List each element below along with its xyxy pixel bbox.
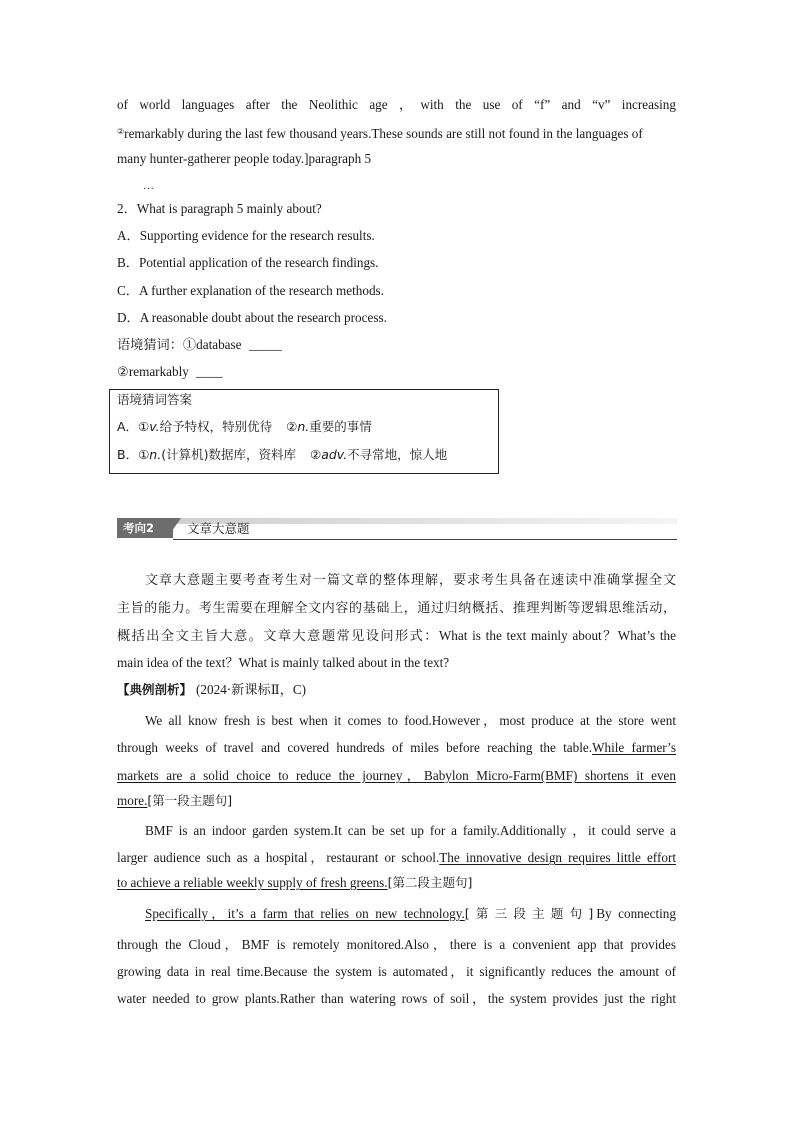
intro-line-1: 文章大意题主要考查考生对一篇文章的整体理解，要求考生具备在速读中准确掌握全文 xyxy=(145,573,676,588)
para1-line-2-plain: through weeks of travel and covered hundreds of miles before reaching the table. xyxy=(117,740,593,755)
guess-label-1: 语境猜词：①database xyxy=(117,337,242,352)
section-title: 文章大意题 xyxy=(187,521,250,536)
answer-a-pos-1: v. xyxy=(149,419,160,434)
para3-tag: [第三段主题句] xyxy=(464,906,597,921)
option-a: A．Supporting evidence for the research results. xyxy=(117,228,375,243)
para2-line-2 xyxy=(117,849,676,867)
answer-a-marker-2: ② xyxy=(286,419,298,434)
para2-line-1: BMF is an indoor garden system.It can be set up for a family.Additionally ，it could serve a xyxy=(145,823,676,838)
guess-label-2: ②remarkably xyxy=(117,364,189,379)
guess-line-1 xyxy=(117,336,282,354)
option-d: D．A reasonable doubt about the research process. xyxy=(117,310,387,325)
para3-topic-sentence: Specifically，it’s a farm that relies on new technology. xyxy=(145,906,465,921)
passage-line-2 xyxy=(117,123,677,143)
answer-b-pos-2: adv. xyxy=(321,447,348,462)
circled-number-marker: ② xyxy=(117,127,125,136)
para1-topic-sentence-start: While farmer’s xyxy=(592,740,676,755)
section-banner xyxy=(117,515,677,541)
answer-b-def-1: (计算机)数据库，资料库 xyxy=(161,447,296,462)
answer-b-marker-2: ② xyxy=(309,447,322,462)
intro-line-2: 主旨的能力。考生需要在理解全文内容的基础上，通过归纳概括、推理判断等逻辑思维活动， xyxy=(117,601,676,616)
answer-a-def-1: 给予特权，特别优待 xyxy=(159,419,273,434)
answer-b-def-2: 不寻常地，惊人地 xyxy=(347,447,448,462)
para1-topic-sentence-end: more. xyxy=(117,793,148,808)
answer-a-def-2: 重要的事情 xyxy=(309,419,372,434)
answer-box-title: 语境猜词答案 xyxy=(117,392,193,407)
intro-line-3: 概括出全文主旨大意。文章大意题常见设问形式：What is the text mainly about？What’s the xyxy=(117,628,676,643)
para1-tag: [第一段主题句] xyxy=(147,793,233,808)
para3-line-1 xyxy=(145,905,676,923)
para2-tag: [第二段主题句] xyxy=(387,875,473,890)
answer-a-prefix: A．① xyxy=(117,419,150,434)
example-source: (2024·新课标Ⅱ，C) xyxy=(196,682,307,697)
answer-b-prefix: B．① xyxy=(117,447,150,462)
ellipsis: … xyxy=(143,180,154,192)
passage-line-3: many hunter-gatherer people today.]paragraph 5 xyxy=(117,151,372,166)
intro-line-4: main idea of the text？What is mainly talked about in the text? xyxy=(117,655,450,670)
para3-line-3: growing data in real time.Because the system is automated，it significantly reduces the amount of xyxy=(117,964,676,979)
para1-line-1: We all know fresh is best when it comes to food.However，most produce at the store went xyxy=(145,713,676,728)
example-heading xyxy=(117,681,306,699)
section-tag: 考向2 xyxy=(117,518,173,538)
passage-line-2-text: remarkably during the last few thousand years.These sounds are still not found in the languages of xyxy=(124,126,643,141)
option-c: C．A further explanation of the research methods. xyxy=(117,283,384,298)
para2-topic-sentence-end: to achieve a reliable weekly supply of fresh greens. xyxy=(117,875,388,890)
passage-line-1: of world languages after the Neolithic age ，with the use of “f” and “v” increasing xyxy=(117,97,676,112)
guess-blank-1: _____ xyxy=(248,337,282,352)
para2-line-3 xyxy=(117,874,472,892)
option-b: B．Potential application of the research findings. xyxy=(117,255,379,270)
answer-a-pos-2: n. xyxy=(297,419,310,434)
para1-line-4 xyxy=(117,792,232,810)
guess-line-2 xyxy=(117,363,223,381)
para2-topic-sentence-start: The innovative design requires little effort xyxy=(439,850,676,865)
para3-line-4: water needed to grow plants.Rather than watering rows of soil，the system provides just the right xyxy=(117,991,676,1006)
answer-line-a xyxy=(117,418,372,436)
para2-line-2-plain: larger audience such as a hospital，restaurant or school. xyxy=(117,850,440,865)
para3-line-1-rest: By connecting xyxy=(596,906,676,921)
guess-blank-2: ____ xyxy=(196,364,223,379)
question-stem: 2．What is paragraph 5 mainly about? xyxy=(117,201,322,216)
answer-line-b xyxy=(117,446,447,464)
banner-underline xyxy=(173,539,677,540)
example-label: 【典例剖析】 xyxy=(117,682,193,697)
para1-topic-sentence-mid: markets are a solid choice to reduce the journey，Babylon Micro-Farm(BMF) shortens it even xyxy=(117,768,676,783)
answer-b-pos-1: n. xyxy=(149,447,162,462)
para1-line-2 xyxy=(117,739,676,757)
para3-line-2: through the Cloud，BMF is remotely monitored.Also，there is a convenient app that provides xyxy=(117,937,676,952)
